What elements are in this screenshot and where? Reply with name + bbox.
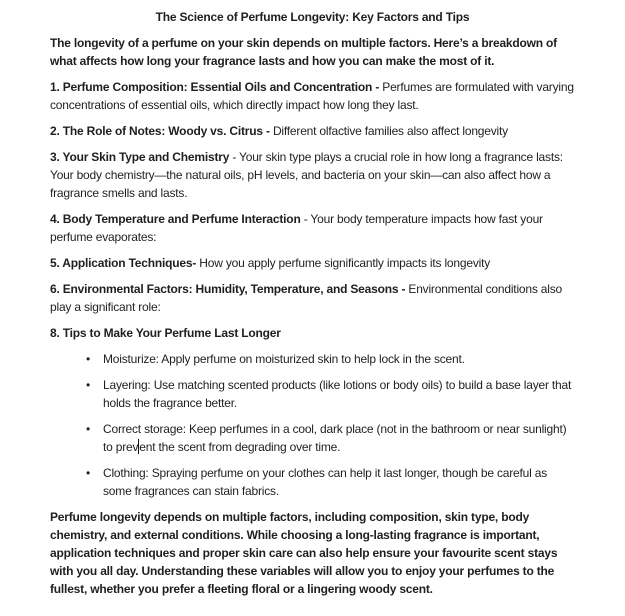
tips-list (50, 350, 575, 500)
list-item[interactable] (103, 350, 575, 368)
list-item[interactable] (103, 420, 575, 456)
section-body: - Your skin type plays a crucial role in how long a fragrance lasts: Your body chemistry—the natural oils, pH levels, and bacteria on your skin—can also affect how a fragrance smells and lasts. (50, 150, 563, 200)
bullet-text: Layering: Use matching scented products (like lotions or body oils) to build a base layer that holds the fragrance better. (103, 378, 572, 410)
bullet-text: Moisturize: Apply perfume on moisturized skin to help lock in the scent. (103, 352, 465, 366)
bullet-text: Clothing: Spraying perfume on your clothes can help it last longer, though be careful as some fragrances can stain fabrics. (103, 466, 548, 498)
section-label: 6. Environmental Factors: Humidity, Temperature, and Seasons - (50, 282, 406, 296)
section-label: 2. The Role of Notes: Woody vs. Citrus - (50, 124, 270, 138)
section-paragraph-2[interactable] (50, 122, 575, 140)
intro-paragraph[interactable]: The longevity of a perfume on your skin depends on multiple factors. Here’s a breakdown of what affects how long your fragrance lasts and how you can make the most of it. (50, 36, 557, 68)
section-label: 1. Perfume Composition: Essential Oils and Concentration - (50, 80, 380, 94)
section-body: Perfumes are formulated with varying concentrations of essential oils, which directly impact how long they last. (50, 80, 574, 112)
section-paragraph-5[interactable] (50, 254, 575, 272)
bullet-text-after-caret: ent the scent from degrading over time. (139, 440, 341, 454)
section-label: 5. Application Techniques- (50, 256, 197, 270)
section-label: 4. Body Temperature and Perfume Interaction (50, 212, 301, 226)
section-paragraph-4[interactable] (50, 210, 575, 246)
section-body: - Your body temperature impacts how fast your perfume evaporates: (50, 212, 543, 244)
section-paragraph-1[interactable] (50, 78, 575, 114)
tips-heading[interactable]: 8. Tips to Make Your Perfume Last Longer (50, 326, 281, 340)
conclusion-paragraph[interactable]: Perfume longevity depends on multiple factors, including composition, skin type, body chemistry, and external conditions. While choosing a long-lasting fragrance is important, application techniques and proper skin care can also help ensure your favourite scent stays with you all day. Understanding these variables will allow you to enjoy your perfumes to the fullest, whether you prefer a fleeting floral or a lingering woody scent. (50, 510, 558, 596)
list-item[interactable] (103, 376, 575, 412)
section-body: Environmental conditions also play a significant role: (50, 282, 563, 314)
section-paragraph-3[interactable] (50, 148, 575, 202)
section-body: How you apply perfume significantly impacts its longevity (196, 256, 491, 270)
section-label: 3. Your Skin Type and Chemistry (50, 150, 230, 164)
page-title[interactable]: The Science of Perfume Longevity: Key Factors and Tips (155, 10, 470, 24)
bullet-text-before-caret: Correct storage: Keep perfumes in a cool, dark place (not in the bathroom or near sunlight) to prev (103, 422, 567, 454)
list-item[interactable] (103, 464, 575, 500)
section-paragraph-6[interactable] (50, 280, 575, 316)
section-body: Different olfactive families also affect longevity (269, 124, 508, 138)
